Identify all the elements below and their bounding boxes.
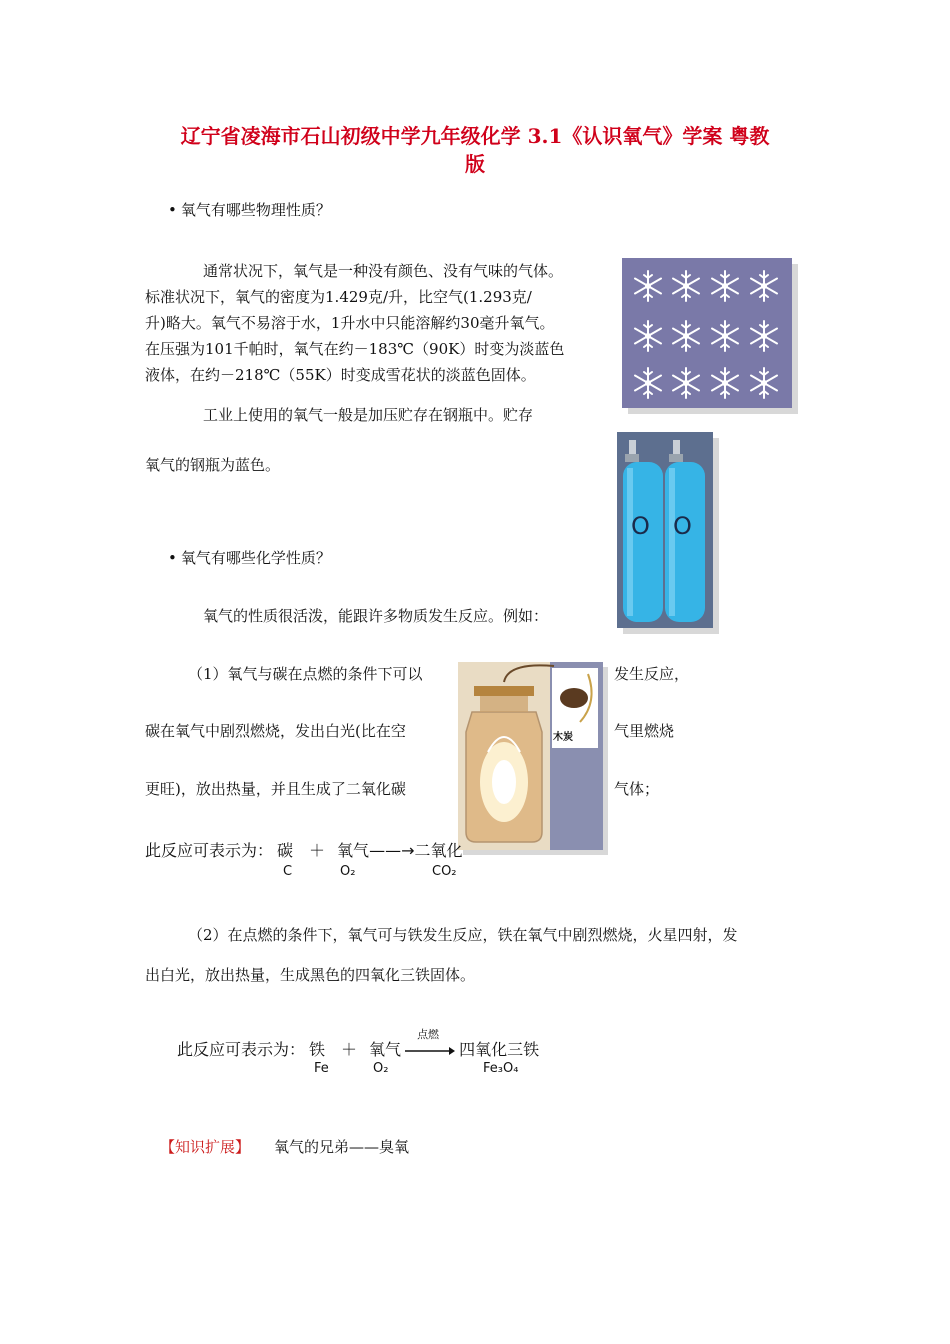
title-line-2: 版 xyxy=(465,152,485,176)
reaction1-line2-right: 气里燃烧 xyxy=(614,722,675,740)
para1-line4: 在压强为101千帕时，氧气在约－183℃（90K）时变为淡蓝色 xyxy=(145,340,565,358)
charcoal-label: 木炭 xyxy=(553,732,573,743)
extension-text: 氧气的兄弟——臭氧 xyxy=(274,1138,410,1156)
reaction1-line3-right: 气体； xyxy=(614,780,660,798)
eq2-reactant1: 铁 xyxy=(309,1040,326,1059)
eq2-arrow xyxy=(405,1028,455,1059)
eq1-symbol-o2: O₂ xyxy=(340,864,356,879)
question-chemical: • 氧气有哪些化学性质？ xyxy=(168,545,331,571)
arrow-icon xyxy=(405,1046,455,1056)
bullet-icon: • xyxy=(168,549,177,567)
reaction1-line1-left: （1）氧气与碳在点燃的条件下可以 xyxy=(188,665,423,683)
reaction1-line2-left: 碳在氧气中剧烈燃烧，发出白光(比在空 xyxy=(145,722,406,740)
eq1-symbol-co2: CO₂ xyxy=(432,864,457,879)
reaction2-line1: （2）在点燃的条件下，氧气可与铁发生反应，铁在氧气中剧烈燃烧，火星四射，发 xyxy=(188,926,738,944)
equation-1 xyxy=(145,838,462,861)
snowflake-image xyxy=(622,258,792,408)
snowflake-grid xyxy=(622,258,792,408)
para2-line1: 工业上使用的氧气一般是加压贮存在钢瓶中。贮存 xyxy=(203,406,534,424)
eq2-product: 四氧化三铁 xyxy=(459,1040,540,1059)
question-physical: • 氧气有哪些物理性质？ xyxy=(168,197,331,223)
title-line-1: 辽宁省凌海市石山初级中学九年级化学 3.1《认识氧气》学案 粤教 xyxy=(180,124,770,148)
eq1-reactant1: 碳 xyxy=(277,841,294,860)
eq2-prefix: 此反应可表示为： xyxy=(177,1040,306,1059)
eq2-symbol-o2: O₂ xyxy=(373,1061,389,1076)
eq2-symbol-fe: Fe xyxy=(314,1061,329,1076)
para3: 氧气的性质很活泼，能跟许多物质发生反应。例如： xyxy=(203,607,549,625)
para1-line5: 液体，在约－218℃（55K）时变成雪花状的淡蓝色固体。 xyxy=(145,366,536,384)
reaction2-line2: 出白光，放出热量，生成黑色的四氧化三铁固体。 xyxy=(145,966,476,984)
reaction1-line1-right: 发生反应， xyxy=(614,665,690,683)
eq1-symbol-c: C xyxy=(283,864,293,879)
reaction1-line3-left: 更旺)，放出热量，并且生成了二氧化碳 xyxy=(145,780,406,798)
para1-line3: 升)略大。氧气不易溶于水，1升水中只能溶解约30毫升氧气。 xyxy=(145,314,555,332)
bullet-icon: • xyxy=(168,201,177,219)
equation-2 xyxy=(177,1028,540,1060)
eq2-symbol-fe3o4: Fe₃O₄ xyxy=(483,1061,519,1076)
eq1-product: 二氧化 xyxy=(414,841,463,860)
eq1-prefix: 此反应可表示为： xyxy=(145,841,274,860)
tank-label-left: O xyxy=(631,512,650,540)
eq1-arrow: ——→ xyxy=(369,841,415,860)
para2-line2: 氧气的钢瓶为蓝色。 xyxy=(145,456,281,474)
carbon-burning-image xyxy=(458,662,603,850)
knowledge-extension xyxy=(160,1134,409,1160)
oxygen-tank-image xyxy=(617,432,713,628)
document-title xyxy=(140,122,810,178)
para1-line2: 标准状况下，氧气的密度为1.429克/升，比空气(1.293克/ xyxy=(145,288,532,306)
eq2-reactant2: 氧气 xyxy=(369,1040,402,1059)
eq2-condition: 点燃 xyxy=(417,1028,440,1041)
para1-line1: 通常状况下，氧气是一种没有颜色、没有气味的气体。 xyxy=(203,262,564,280)
eq1-plus: ＋ xyxy=(309,841,326,860)
eq1-reactant2: 氧气 xyxy=(337,841,370,860)
tank-label-right: O xyxy=(673,512,692,540)
eq2-plus: ＋ xyxy=(341,1040,358,1059)
extension-tag: 【知识扩展】 xyxy=(160,1138,251,1156)
